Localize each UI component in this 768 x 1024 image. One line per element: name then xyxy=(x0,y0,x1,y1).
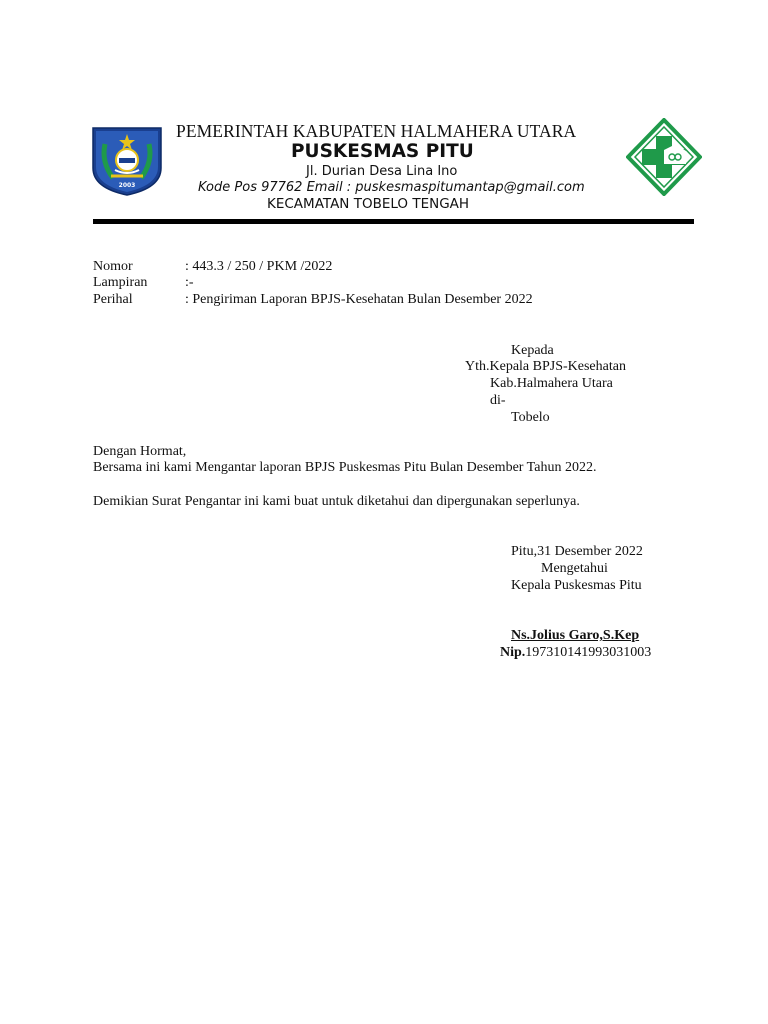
nomor-label: Nomor xyxy=(93,259,133,274)
signature-position: Kepala Puskesmas Pitu xyxy=(511,578,642,593)
district-name: KECAMATAN TOBELO TENGAH xyxy=(267,196,470,212)
clinic-name: PUSKESMAS PITU xyxy=(291,141,474,162)
halmahera-utara-emblem-icon xyxy=(91,122,163,196)
perihal-value: : Pengiriman Laporan BPJS-Kesehatan Bulan Desember 2022 xyxy=(185,292,533,307)
greeting: Dengan Hormat, xyxy=(93,444,187,459)
recipient-city: Tobelo xyxy=(511,410,550,425)
nomor-value: : 443.3 / 250 / PKM /2022 xyxy=(185,259,333,274)
recipient-kepada: Kepada xyxy=(511,343,554,358)
recipient-di: di- xyxy=(490,393,506,408)
signature-acknowledged: Mengetahui xyxy=(541,561,608,576)
lampiran-label: Lampiran xyxy=(93,275,148,290)
emblem-year: 2003 xyxy=(118,182,136,189)
signature-place-date: Pitu,31 Desember 2022 xyxy=(511,544,643,559)
perihal-label: Perihal xyxy=(93,292,133,307)
postal-email: Kode Pos 97762 Email : puskesmaspitumantap@gmail.com xyxy=(198,180,585,195)
clinic-address: Jl. Durian Desa Lina Ino xyxy=(306,164,458,179)
government-name: PEMERINTAH KABUPATEN HALMAHERA UTARA xyxy=(176,121,577,141)
nip-label: Nip. xyxy=(500,645,526,660)
letterhead-divider xyxy=(93,219,694,224)
body-paragraph-2: Demikian Surat Pengantar ini kami buat untuk diketahui dan dipergunakan seperlunya. xyxy=(93,494,580,509)
body-paragraph-1: Bersama ini kami Mengantar laporan BPJS Puskesmas Pitu Bulan Desember Tahun 2022. xyxy=(93,460,597,475)
recipient-region: Kab.Halmahera Utara xyxy=(490,376,613,391)
signature-name: Ns.Jolius Garo,S.Kep xyxy=(511,628,640,643)
signature-nip xyxy=(500,644,651,661)
puskesmas-cross-icon xyxy=(626,118,702,196)
nip-value: 197310141993031003 xyxy=(525,645,652,660)
recipient-title: Yth.Kepala BPJS-Kesehatan xyxy=(465,359,626,374)
lampiran-value: :- xyxy=(185,275,194,290)
